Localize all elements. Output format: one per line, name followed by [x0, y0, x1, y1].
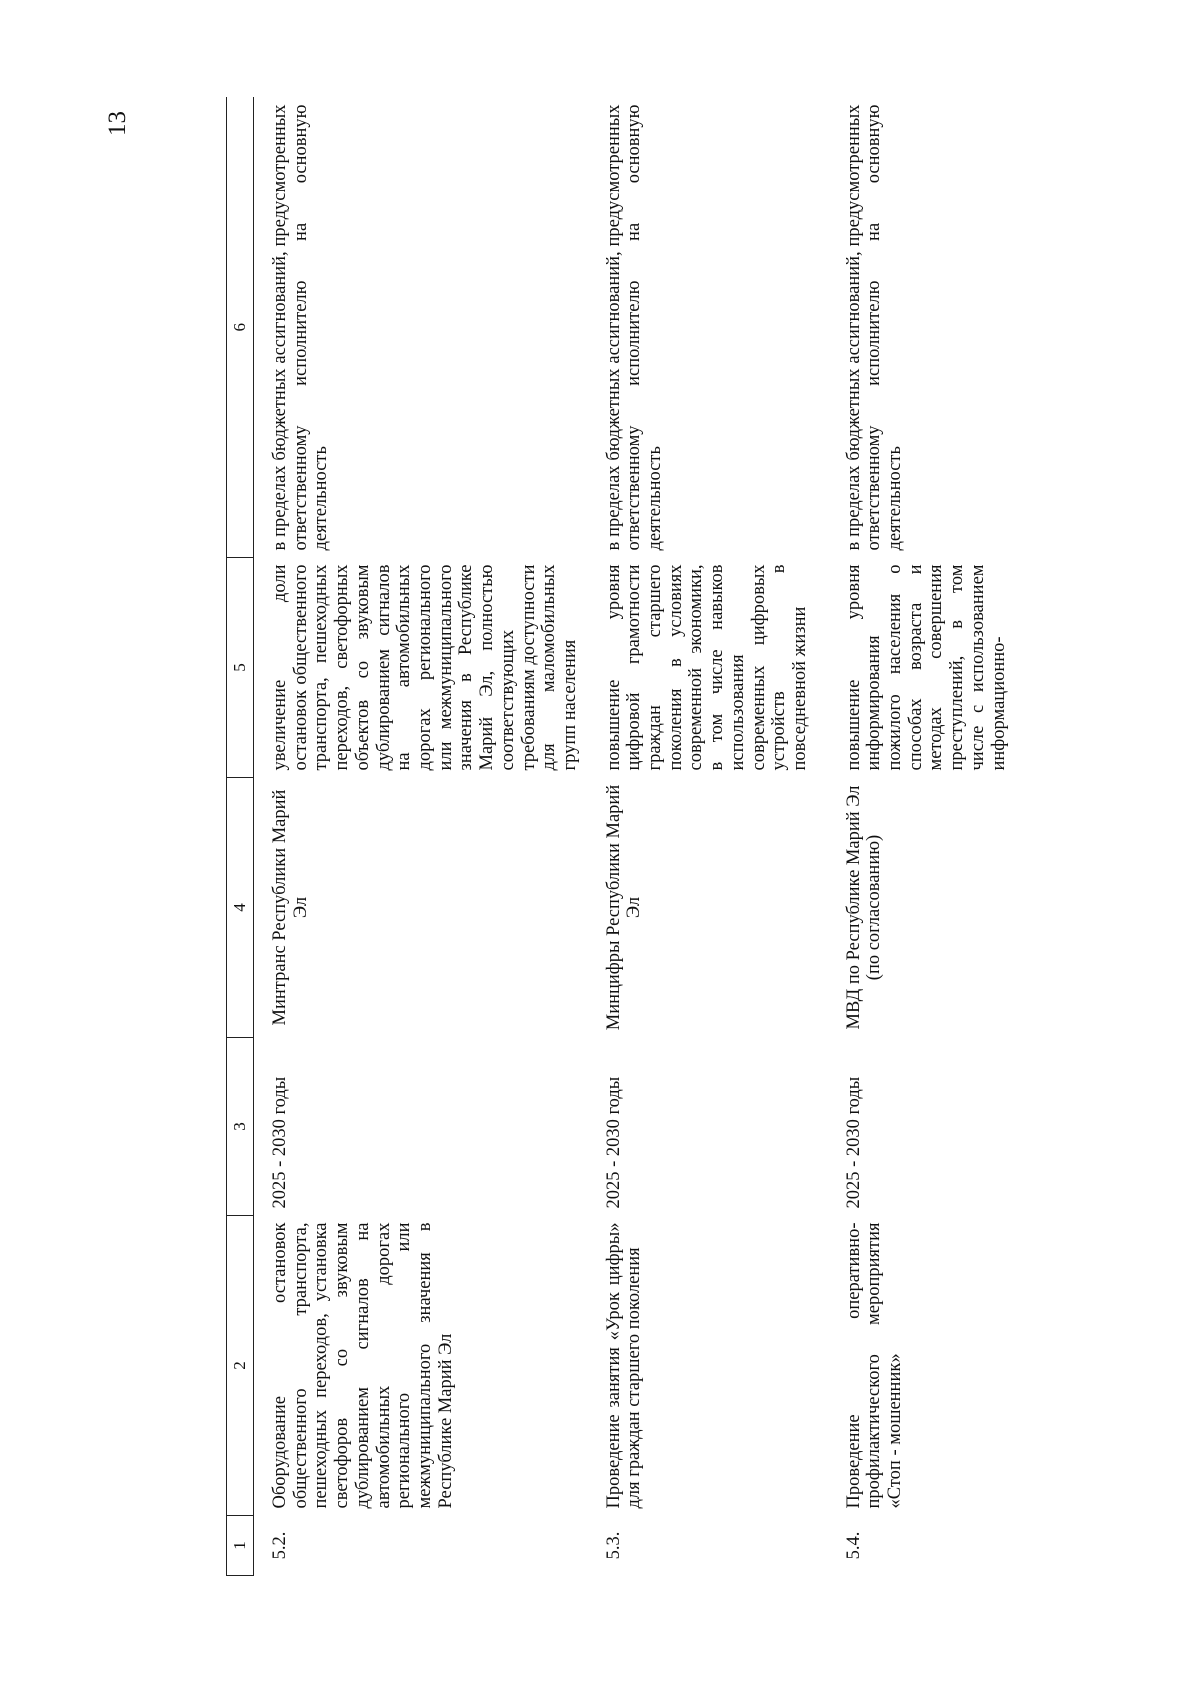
row-number: 5.3. [603, 1531, 624, 1560]
funding-source: в пределах бюджетных ассигнований, предусмотренных ответственному исполнителю на основную деятельность [603, 104, 665, 551]
row-number: 5.2. [270, 1531, 290, 1560]
expected-result: повышение уровня цифровой грамотности граждан старшего поколения в условиях современной экономики, в том числе навыков использования современных цифровых устройств в повседневной жизни [603, 564, 810, 771]
funding-source: в пределах бюджетных ассигнований, предусмотренных ответственному исполнителю на основную деятельность [270, 104, 332, 551]
column-header-1: 1 [227, 1516, 254, 1576]
measures-table [226, 98, 1068, 1577]
period: 2025 - 2030 годы [603, 1076, 624, 1209]
column-header-6: 6 [227, 98, 254, 558]
executor: Минтранс Республики Марий Эл [270, 789, 311, 1026]
measure-name: Оборудование остановок общественного транспорта, пешеходных переходов, установка светофоров со звуковым дублированием сигналов на автомобильных дорогах регионального или межмуниципального значения в Республике Марий Эл [270, 1222, 456, 1509]
table-row [828, 98, 1068, 1576]
row-number: 5.4. [843, 1531, 864, 1560]
expected-result: повышение уровня информирования пожилого населения о способах возраста и методах совершения преступлений, в том числе с использованием информационно- [843, 564, 1009, 771]
column-header-5: 5 [227, 558, 254, 778]
measure-name: Проведение оперативно-профилактического мероприятия «Стоп - мошенник» [843, 1222, 905, 1509]
table-row [588, 98, 828, 1576]
table-row [254, 98, 588, 1576]
column-header-2: 2 [227, 1216, 254, 1516]
column-header-4: 4 [227, 778, 254, 1038]
column-header-3: 3 [227, 1038, 254, 1216]
page-number: 13 [104, 111, 131, 136]
period: 2025 - 2030 годы [843, 1076, 864, 1209]
expected-result: увеличение доли остановок общественного транспорта, пешеходных переходов, светофорных объектов со звуковым дублированием сигналов на автомобильных дорогах регионального или межмуниципального значения в Республике Марий Эл, полностью соответствующих требованиям доступности для маломобильных групп населения [270, 564, 581, 771]
table-header-row [227, 98, 254, 1576]
executor: Минцифры Республики Марий Эл [603, 784, 645, 1031]
executor: МВД по Республике Марий Эл (по согласованию) [843, 785, 885, 1030]
period: 2025 - 2030 годы [270, 1076, 290, 1209]
measure-name: Проведение занятия «Урок цифры» для граждан старшего поколения [603, 1222, 645, 1509]
funding-source: в пределах бюджетных ассигнований, предусмотренных ответственному исполнителю на основную деятельность [843, 104, 905, 551]
